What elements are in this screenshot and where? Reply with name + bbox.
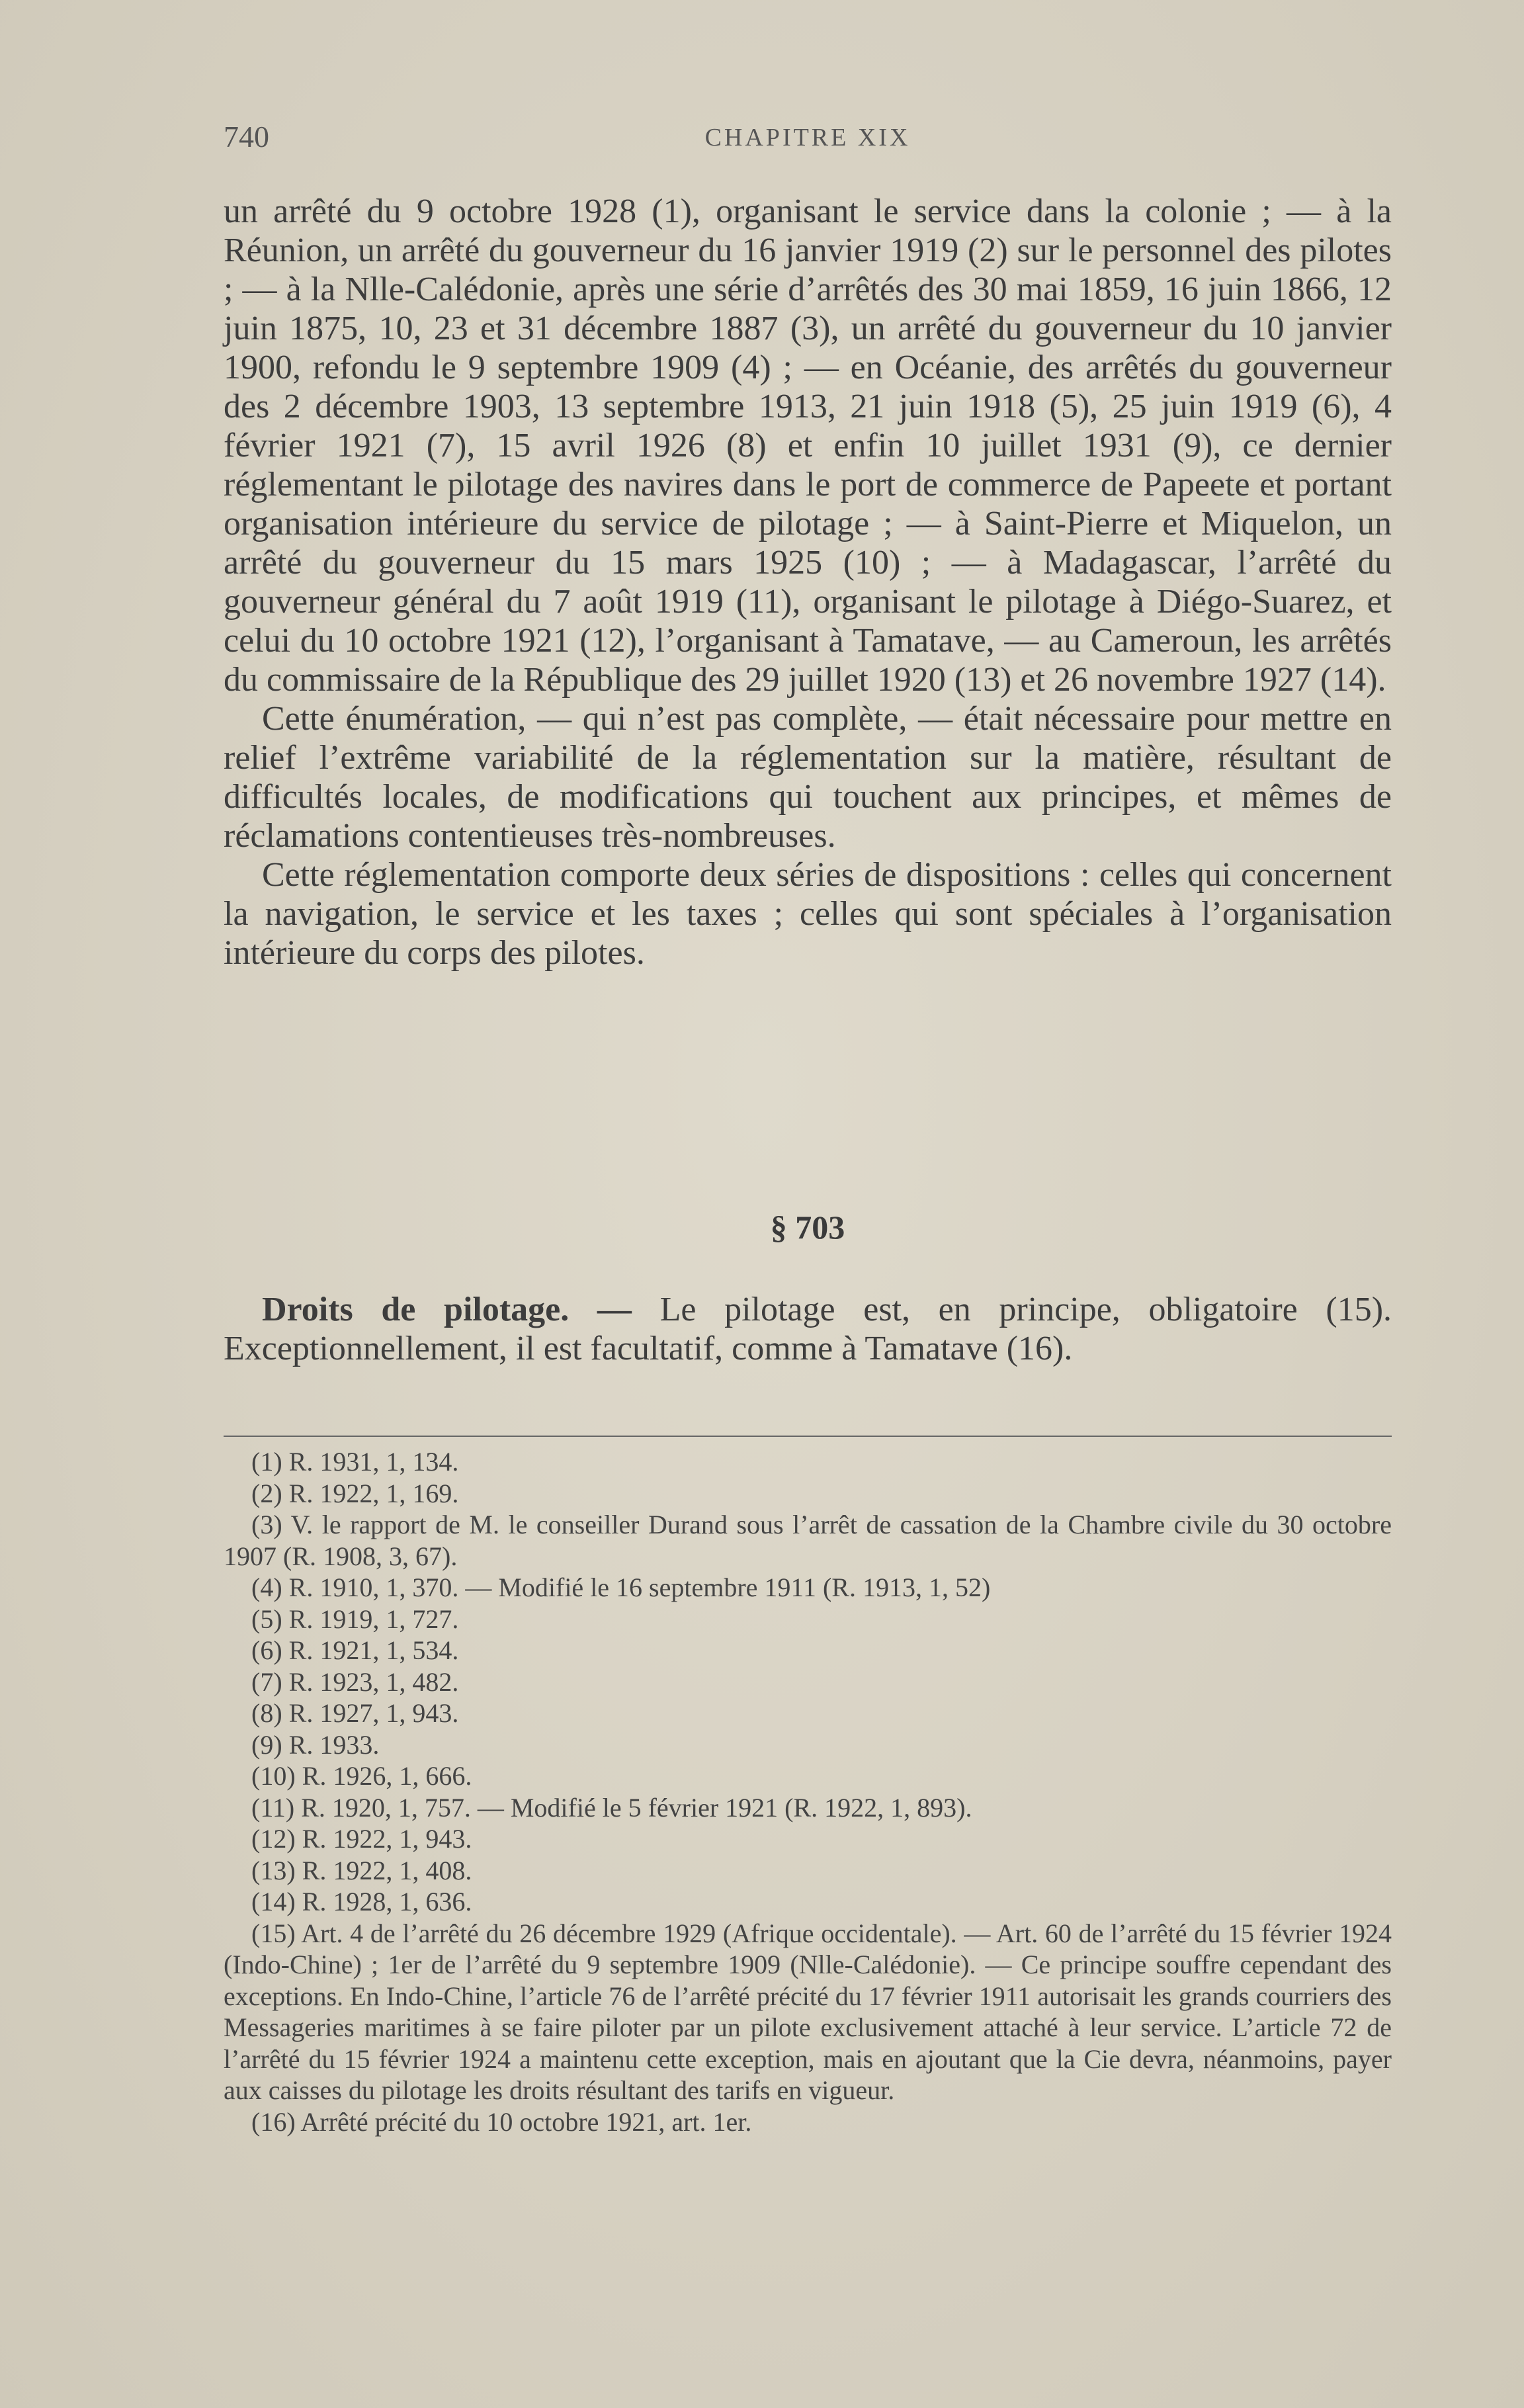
section-body	[224, 1290, 1392, 1368]
footnote: (16) Arrêté précité du 10 octobre 1921, art. 1er.	[251, 2106, 752, 2137]
footnote: (2) R. 1922, 1, 169.	[251, 1478, 459, 1508]
footnote-separator	[224, 1436, 1392, 1437]
footnote: (11) R. 1920, 1, 757. — Modifié le 5 février 1921 (R. 1922, 1, 893).	[251, 1792, 972, 1823]
footnote: (9) R. 1933.	[251, 1729, 380, 1760]
footnote: (15) Art. 4 de l’arrêté du 26 décembre 1929 (Afrique occidentale). — Art. 60 de l’arrêté du 15 février 1924 (Indo-Chine) ; 1er de l’arrêté du 9 septembre 1909 (Nlle-Calédonie). — Ce principe souffre cependant des exceptions. En Indo-Chine, l’article 76 de l’arrêté précité du 17 février 1911 autorisait les grands courriers des Messageries maritimes à se faire piloter par un pilote exclusivement attaché à leur service. L’article 72 de l’arrêté du 15 février 1924 a maintenu cette exception, mais en ajoutant que la Cie devra, néanmoins, payer aux caisses du pilotage les droits résultant des tarifs en vigueur.	[224, 1918, 1392, 2105]
footnote: (7) R. 1923, 1, 482.	[251, 1666, 459, 1697]
footnote: (1) R. 1931, 1, 134.	[251, 1447, 459, 1477]
footnote: (3) V. le rapport de M. le conseiller Durand sous l’arrêt de cassation de la Chambre civile du 30 octobre 1907 (R. 1908, 3, 67).	[224, 1510, 1392, 1571]
footnote: (5) R. 1919, 1, 727.	[251, 1604, 459, 1634]
paragraph-continuation: un arrêté du 9 octobre 1928 (1), organisant le service dans la colonie ; — à la Réunion, un arrêté du gouverneur du 16 janvier 1919 (2) sur le personnel des pilotes ; — à la Nlle-Calédonie, après une série d’arrêtés des 30 mai 1859, 16 juin 1866, 12 juin 1875, 10, 23 et 31 décembre 1887 (3), un arrêté du gouverneur du 10 janvier 1900, refondu le 9 septembre 1909 (4) ; — en Océanie, des arrêtés du gouverneur des 2 décembre 1903, 13 septembre 1913, 21 juin 1918 (5), 25 juin 1919 (6), 4 février 1921 (7), 15 avril 1926 (8) et enfin 10 juillet 1931 (9), ce dernier réglementant le pilotage des navires dans le port de commerce de Papeete et portant organisation intérieure du service de pilotage ; — à Saint-Pierre et Miquelon, un arrêté du gouverneur du 15 mars 1925 (10) ; — à Madagascar, l’arrêté du gouverneur général du 7 août 1919 (11), organisant le pilotage à Diégo-Suarez, et celui du 10 octobre 1921 (12), l’organisant à Tamatave, — au Cameroun, les arrêtés du commissaire de la République des 29 juillet 1920 (13) et 26 novembre 1927 (14).	[224, 193, 1392, 699]
section-title: Droits de pilotage. —	[262, 1291, 632, 1328]
page-number: 740	[224, 120, 269, 153]
footnote: (10) R. 1926, 1, 666.	[251, 1761, 472, 1791]
section-paragraph	[224, 1290, 1392, 1368]
paragraph-enumeration: Cette énumération, — qui n’est pas complète, — était nécessaire pour mettre en relief l’extrême variabilité de la réglementation sur la matière, résultant de difficultés locales, de modifications qui touchent aux principes, et mêmes de réclamations contentieuses très-nombreuses.	[224, 700, 1392, 855]
footnotes	[224, 1446, 1392, 2137]
page-header	[224, 119, 1392, 159]
paragraph-regulation: Cette réglementation comporte deux séries de dispositions : celles qui concernent la navigation, le service et les taxes ; celles qui sont spéciales à l’organisation intérieure du corps des pilotes.	[224, 856, 1392, 972]
footnote: (8) R. 1927, 1, 943.	[251, 1698, 459, 1728]
running-title: CHAPITRE XIX	[704, 124, 911, 151]
section-text: Le pilotage est, en principe, obligatoire (15). Exceptionnellement, il est facultatif, comme à Tamatave (16).	[224, 1291, 1392, 1367]
footnote: (4) R. 1910, 1, 370. — Modifié le 16 septembre 1911 (R. 1913, 1, 52)	[251, 1572, 991, 1602]
main-text	[224, 192, 1392, 972]
footnote: (13) R. 1922, 1, 408.	[251, 1855, 472, 1885]
section-heading: § 703	[770, 1209, 845, 1246]
footnote: (12) R. 1922, 1, 943.	[251, 1824, 472, 1854]
footnote: (6) R. 1921, 1, 534.	[251, 1635, 459, 1665]
footnote: (14) R. 1928, 1, 636.	[251, 1887, 472, 1916]
